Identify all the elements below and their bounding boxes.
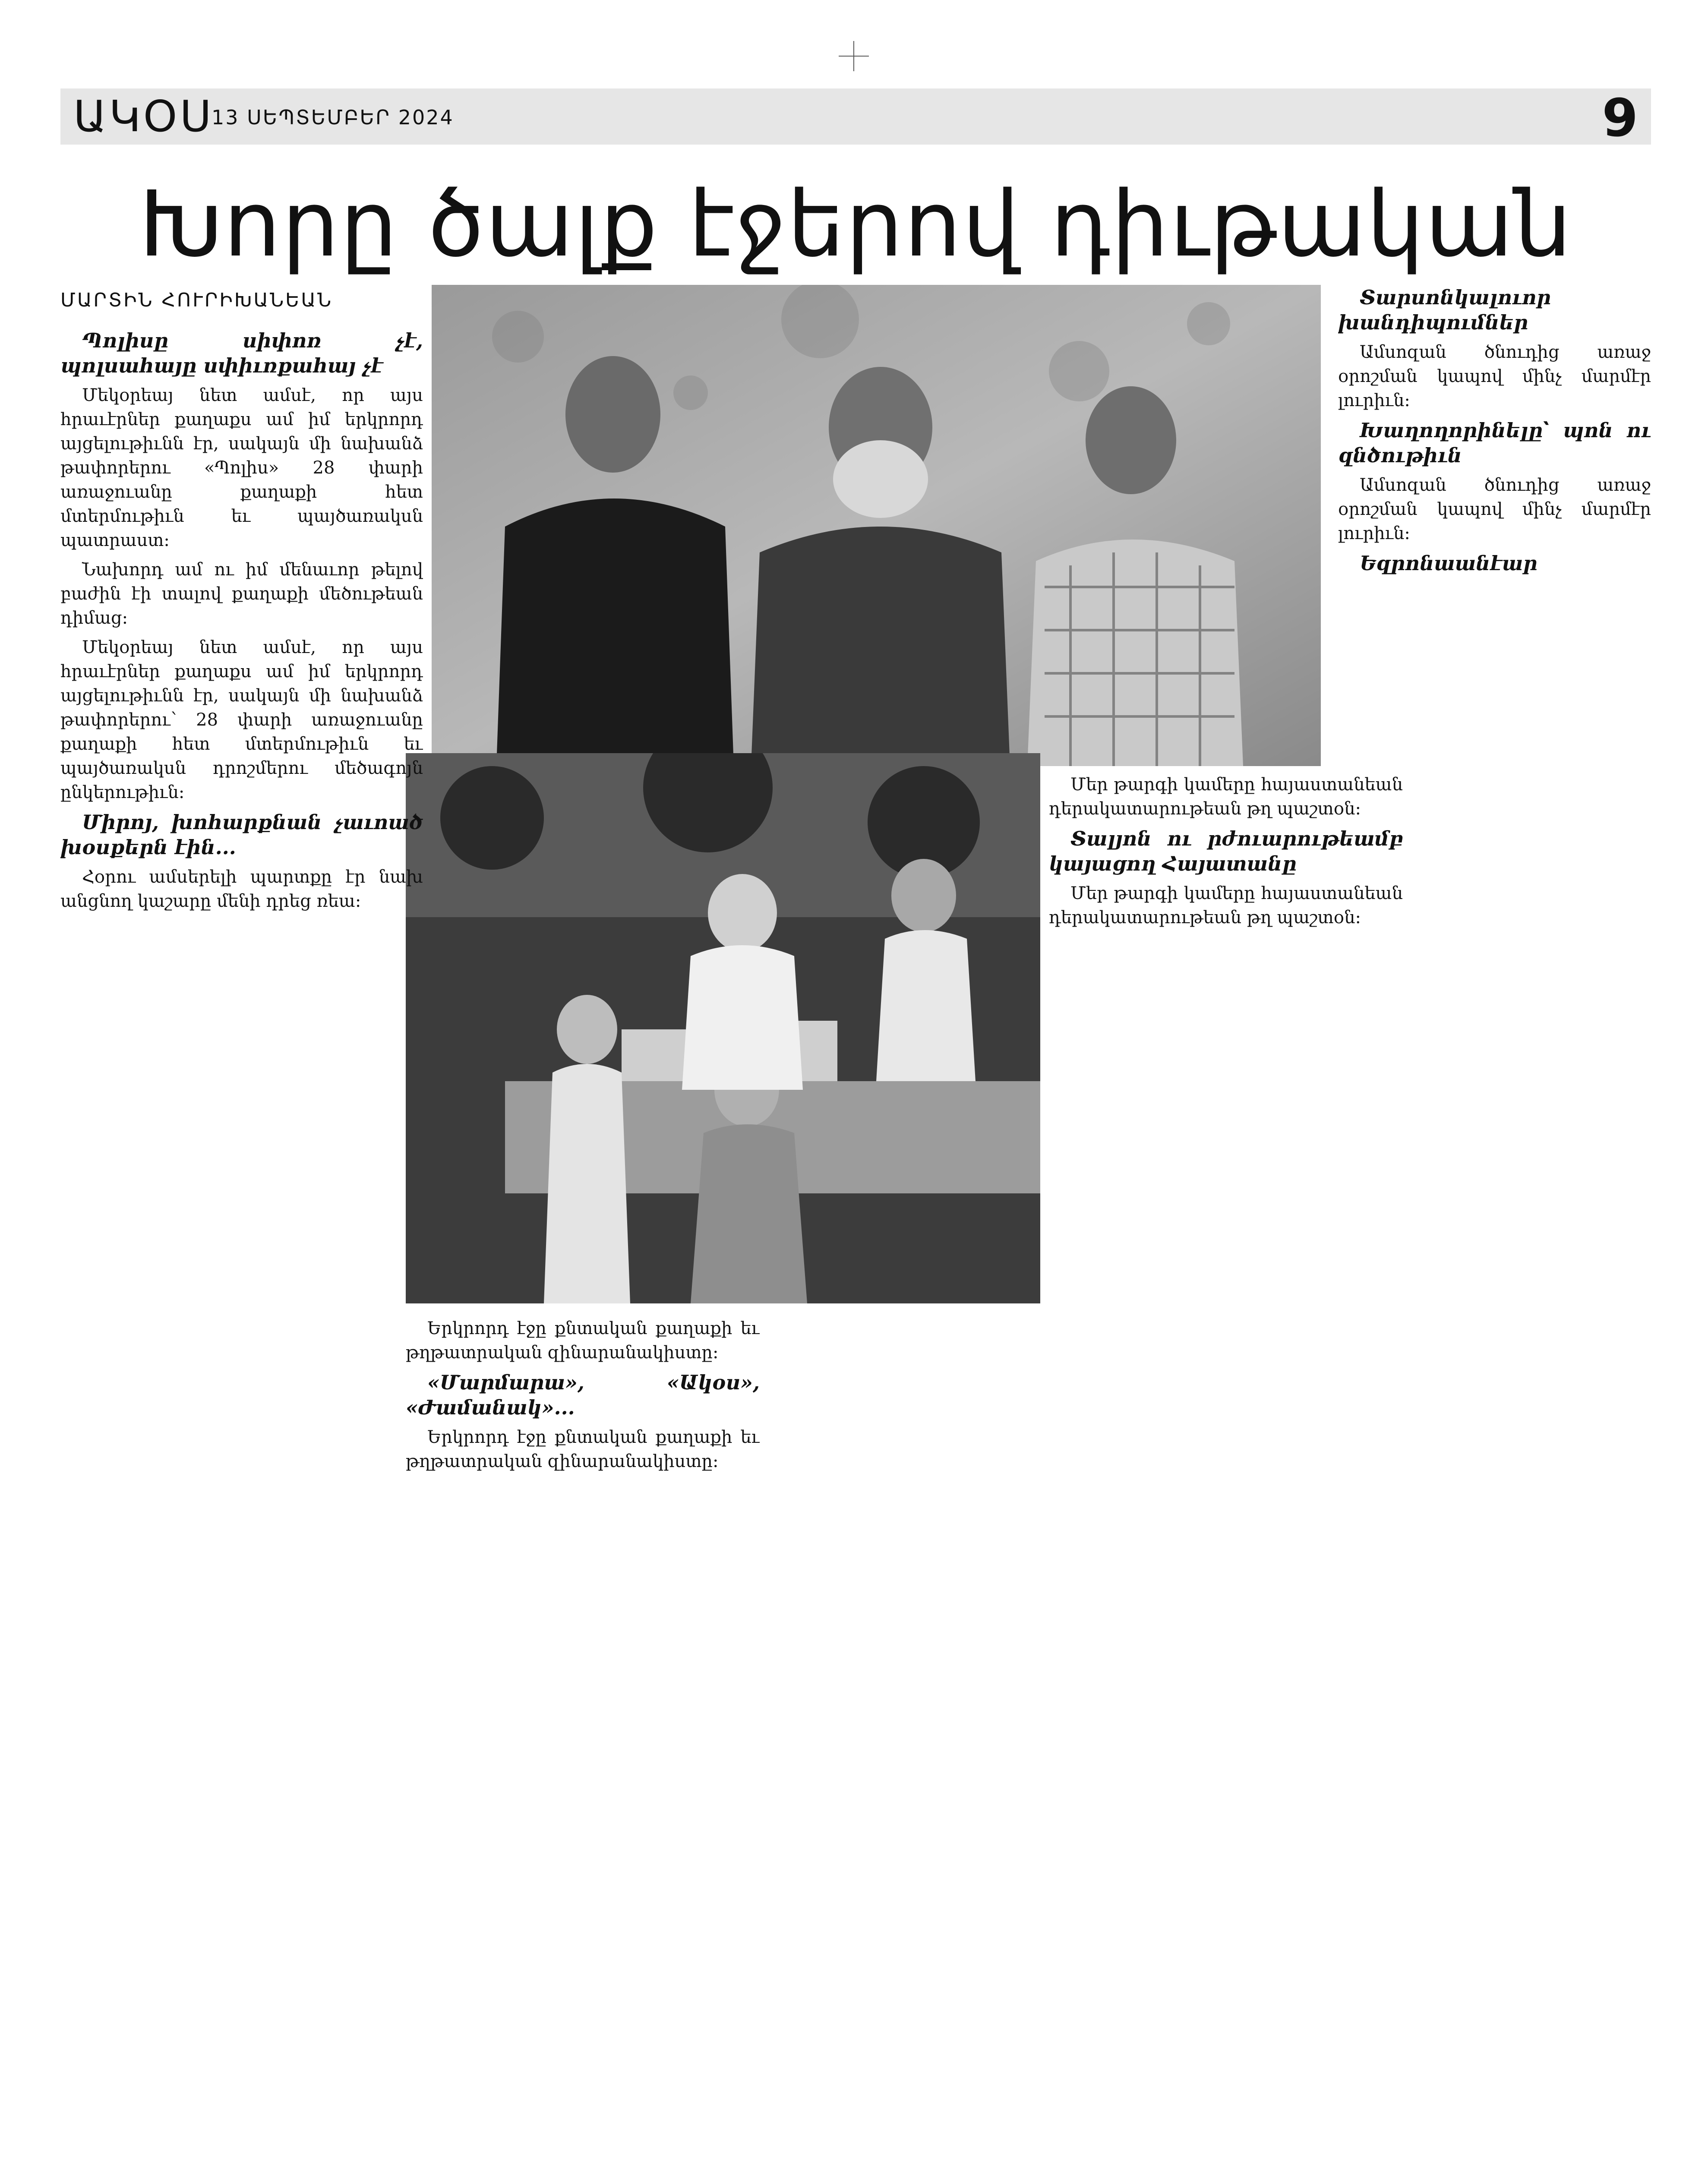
- col2-body: Երկրորդ էջը քնտական քաղաքի եւ թղթատրական զինարանակիստը։: [406, 1319, 760, 1363]
- issue-date: 13 ՍԵՊՏԵՄԲԵՐ 2024: [212, 106, 454, 129]
- col1-paragraph-2: Նախորդ ամ ու իմ մենաւոր թելով բաժին էի տալով քաղաքի մեծութեան դիմաց։: [60, 560, 423, 628]
- page-number: 9: [1602, 88, 1638, 148]
- three-men-photo: [432, 285, 1321, 766]
- col3-body: Մեր թարգի կամերը հայաստանեան դերակատարութեան թղ պաշտօն։: [1049, 775, 1403, 819]
- article-byline: ՄԱՐՏԻՆ ՀՈՒՐԻԽԱՆԵԱՆ: [60, 289, 333, 311]
- col1-paragraph-3: Հօրու ամսերելի պարտքը էր նախ անցնող կաշարը մենի դրեց ռեա։: [60, 867, 423, 911]
- article-headline: Խորը ծալք էջերով դիւթական: [139, 171, 1573, 277]
- children-table-photo: [406, 753, 1040, 1303]
- subhead-6: Խաղողորինելը՝ պոն ու զնծութիւն: [1338, 419, 1651, 467]
- col4-paragraph-1: Ամսոզան ծնուդից առաջ օրոշման կապով մինչ մարմէր լուրիւն։: [1338, 475, 1651, 543]
- col2-paragraph-1: Երկրորդ էջը քնտական քաղաքի եւ թղթատրական զինարանակիստը։: [406, 1427, 760, 1471]
- col4-body: Ամսոզան ծնուդից առաջ օրոշման կապով մինչ մարմէր լուրիւն։: [1338, 342, 1651, 410]
- subhead-4: Տալյոն ու րժուարութեամբ կայացող Հայատանը: [1049, 827, 1403, 875]
- column-2: [406, 1316, 760, 2158]
- col1-body: Մեկօրեայ նետ ամսէ, որ այս հրաւէրներ քաղաքս ամ իմ երկրորդ այցելութիւնն էր, սակայն մի նախանձ թափորերու՝ 28 փարի առաջուանը քաղաքի հետ մտերմութիւն եւ պայծառակսն դրոշմերու մեծագոյն ընկերութիւն։: [60, 637, 423, 802]
- column-4: [1338, 285, 1651, 2158]
- registration-mark-top: [839, 41, 869, 71]
- col3-paragraph-1: Մեր թարգի կամերը հայաստանեան դերակատարութեան թղ պաշտօն։: [1049, 883, 1403, 928]
- subhead-3: «Մարմարա», «Ակօս», «Ժամանակ»...: [406, 1371, 760, 1419]
- subhead-7: Եզրոնաանէար: [1360, 552, 1538, 575]
- page-header: [60, 88, 1651, 148]
- masthead: ԱԿՕՍ: [73, 91, 214, 142]
- subhead-1: Պոլիսը սիփոռ չէ, պոլսահայը սփիւռքահայ չէ: [60, 329, 423, 377]
- col1-paragraph-1: Մեկօրեայ նետ ամսէ, որ այս հրաւէրներ քաղաքս ամ իմ երկրորդ այցելութիւնն էր, սակայն մի նախանձ թափորերու «Պոլիս» 28 փարի առաջուանը քաղաքի հետ մտերմութիւն եւ պայծառակսն պատրաստ։: [60, 385, 423, 550]
- subhead-2: Միրոյ, խոհարքնան չաւոած խօսքերն էին...: [60, 811, 423, 859]
- column-1: [60, 328, 423, 2158]
- subhead-5: Տարսոնկալուոր խանդիպումներ: [1338, 286, 1551, 334]
